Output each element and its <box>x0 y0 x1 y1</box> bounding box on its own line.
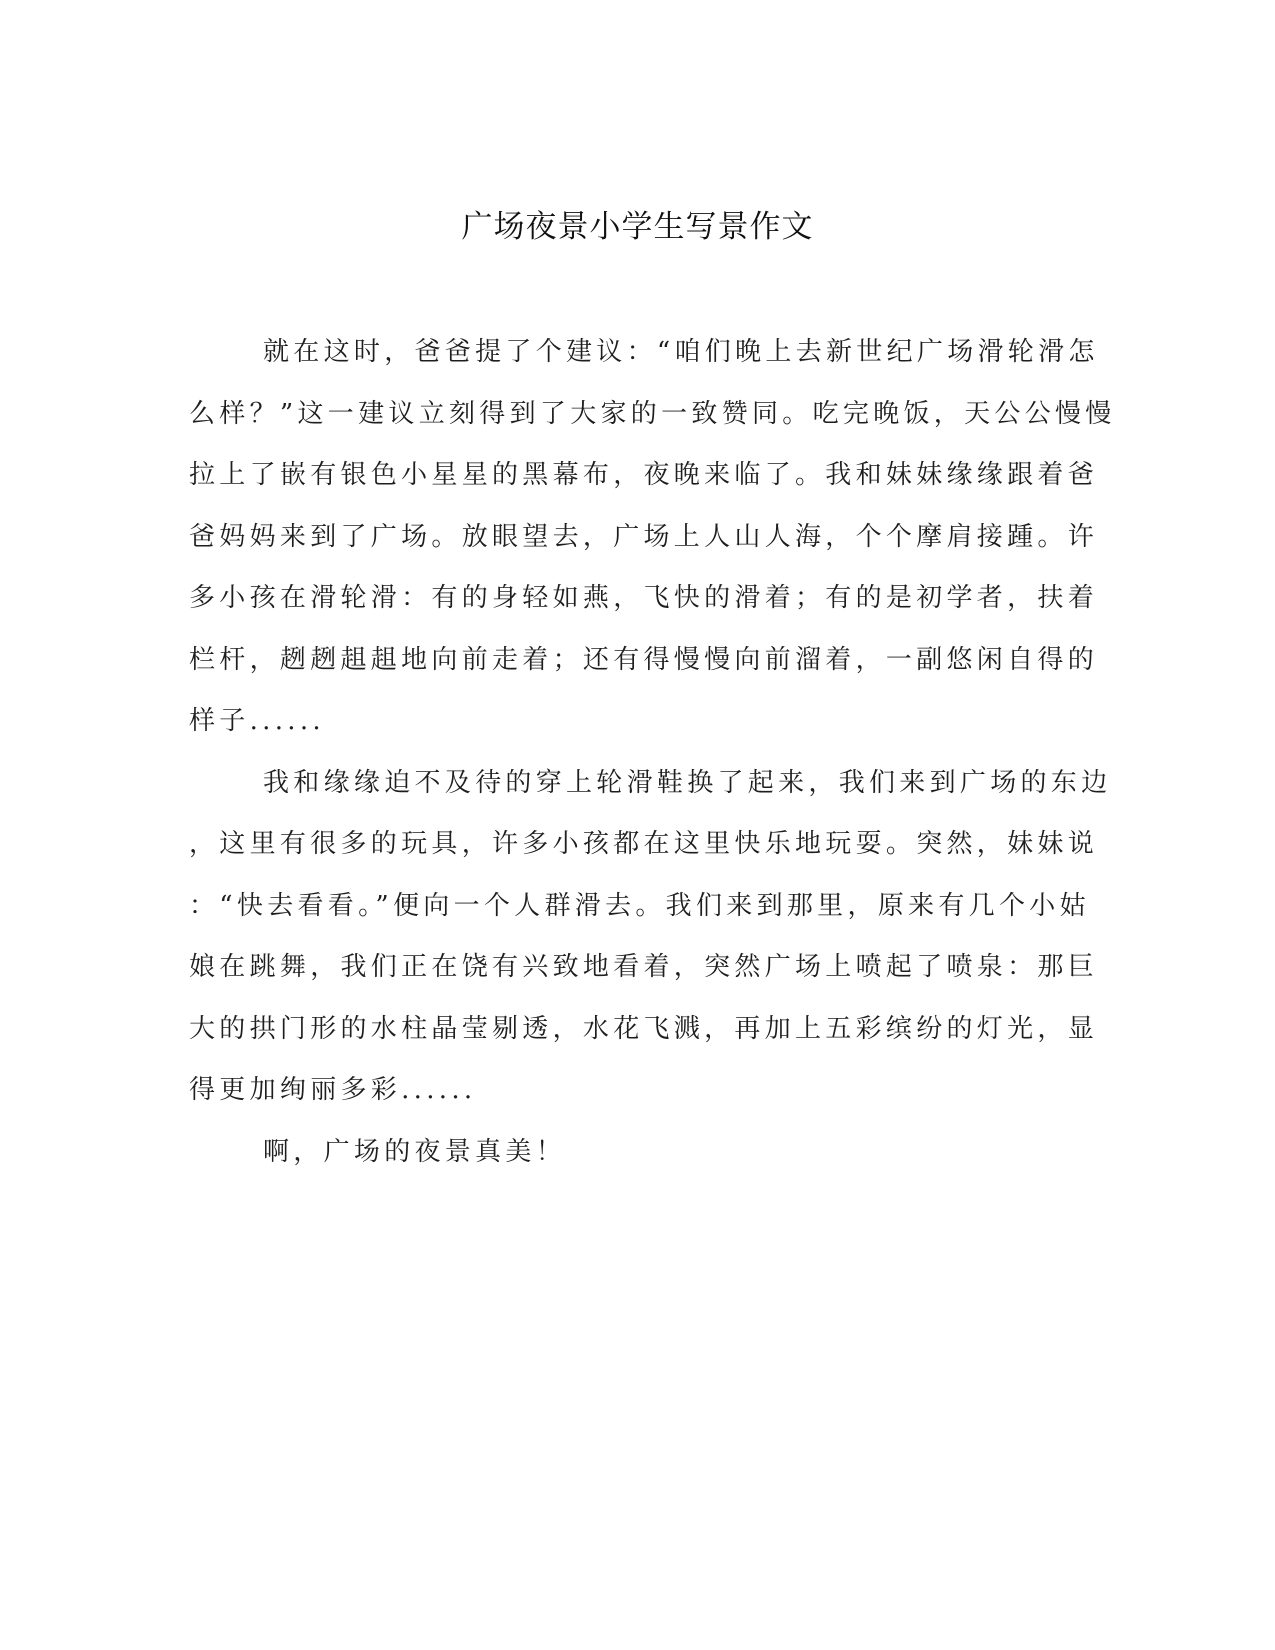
text-line: 啊，广场的夜景真美！ <box>263 1136 567 1167</box>
text-line: 娘在跳舞，我们正在饶有兴致地看着，突然广场上喷起了喷泉：那巨 <box>189 952 1099 982</box>
text-line: 拉上了嵌有银色小星星的黑幕布，夜晚来临了。我和妹妹缘缘跟着爸 <box>189 460 1099 490</box>
text-line: 我和缘缘迫不及待的穿上轮滑鞋换了起来，我们来到广场的东边 <box>263 767 1112 798</box>
document-title: 广场夜景小学生写景作文 <box>461 209 814 245</box>
text-line: 么样？”这一建议立刻得到了大家的一致赞同。吃完晚饭，天公公慢慢 <box>189 398 1116 429</box>
text-line: ：“快去看看。”便向一个人群滑去。我们来到那里，原来有几个小姑 <box>189 890 1090 921</box>
text-line: 样子...... <box>189 706 325 736</box>
paragraph-1 <box>189 322 1116 753</box>
text-line: 就在这时，爸爸提了个建议：“咱们晚上去新世纪广场滑轮滑怎 <box>263 337 1099 367</box>
document-body <box>189 322 1116 1183</box>
paragraph-3 <box>189 1122 1069 1184</box>
text-line: 大的拱门形的水柱晶莹剔透，水花飞溅，再加上五彩缤纷的灯光，显 <box>189 1013 1099 1044</box>
text-line: 多小孩在滑轮滑：有的身轻如燕，飞快的滑着；有的是初学者，扶着 <box>189 583 1099 613</box>
text-line: 栏杆，趔趔趄趄地向前走着；还有得慢慢向前溜着，一副悠闲自得的 <box>189 644 1099 675</box>
text-line: ，这里有很多的玩具，许多小孩都在这里快乐地玩耍。突然，妹妹说 <box>189 829 1099 859</box>
paragraph-2 <box>189 753 1112 1122</box>
text-line: 得更加绚丽多彩...... <box>189 1075 477 1105</box>
text-line: 爸妈妈来到了广场。放眼望去，广场上人山人海，个个摩肩接踵。许 <box>189 521 1099 552</box>
